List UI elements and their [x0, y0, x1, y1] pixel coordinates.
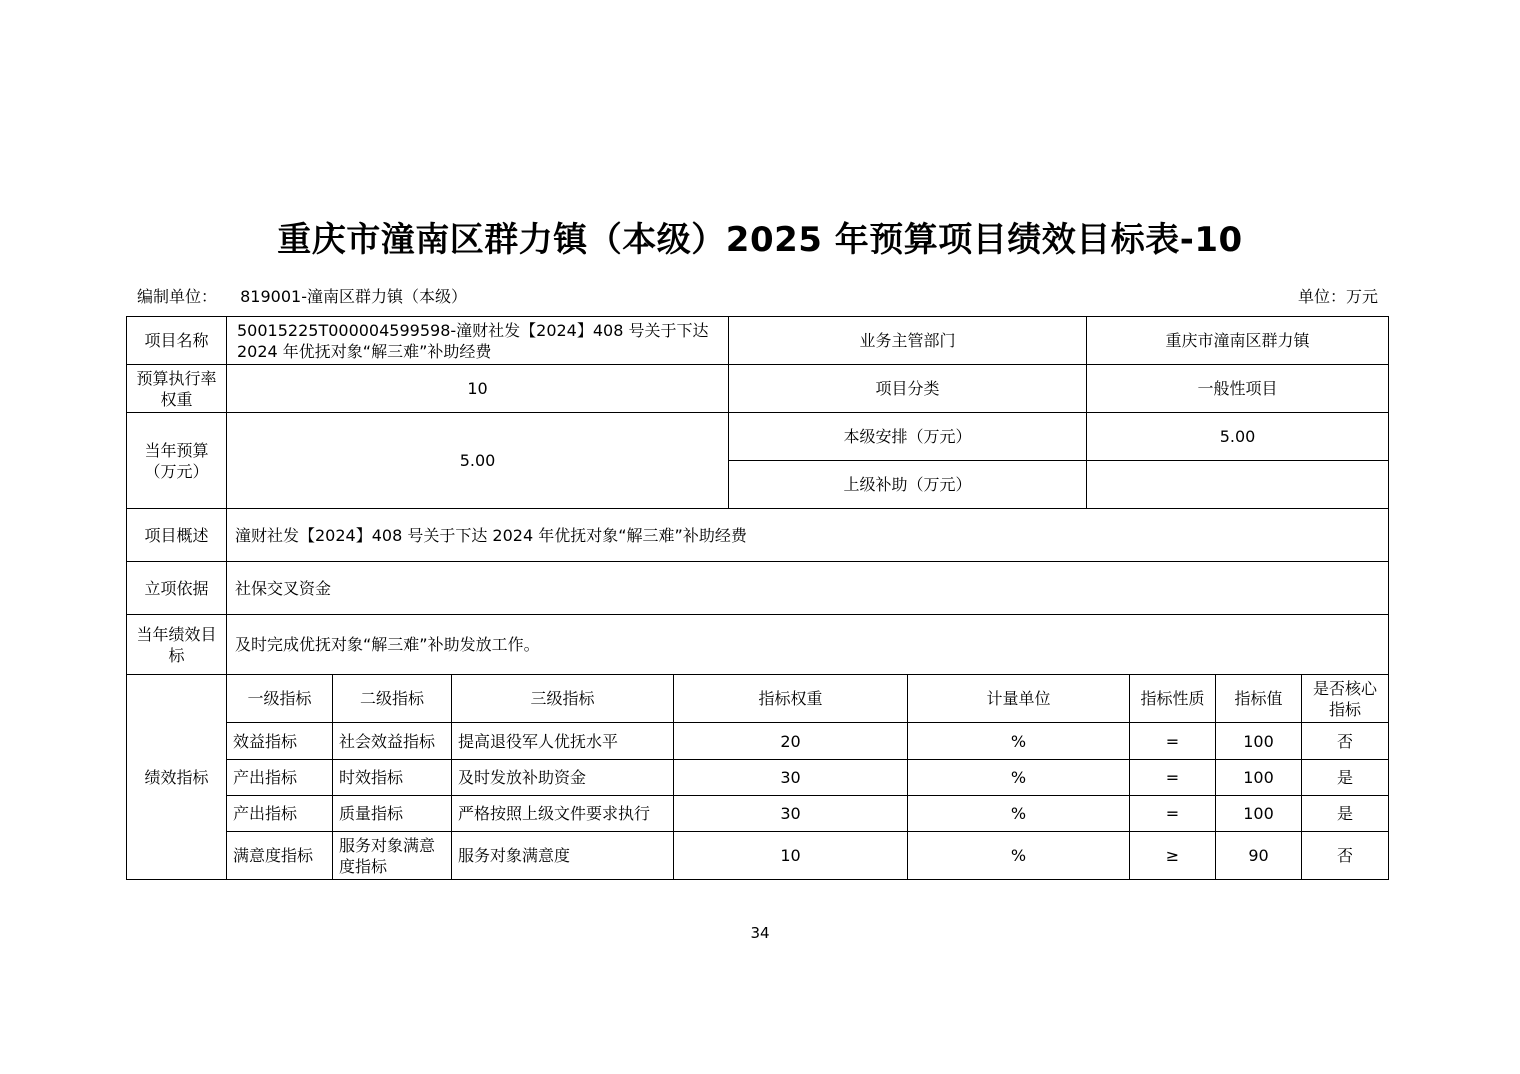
row-weight: 20 [674, 723, 908, 760]
table-row [127, 317, 1389, 365]
table-row [127, 509, 1389, 562]
row-l2: 社会效益指标 [333, 723, 452, 760]
row-nature: = [1130, 760, 1216, 796]
row-value: 100 [1216, 723, 1302, 760]
project-name-label: 项目名称 [127, 317, 227, 365]
project-info-table [126, 316, 1389, 675]
table-row [127, 365, 1389, 413]
indicators-table [126, 674, 1389, 880]
row-unit: % [908, 796, 1130, 832]
row-unit: % [908, 723, 1130, 760]
row-unit: % [908, 832, 1130, 880]
category-value: 一般性项目 [1087, 365, 1389, 413]
row-l2: 时效指标 [333, 760, 452, 796]
compile-unit [137, 284, 467, 307]
row-l1: 产出指标 [227, 796, 333, 832]
overview-label: 项目概述 [127, 509, 227, 562]
row-l1: 产出指标 [227, 760, 333, 796]
header-value: 指标值 [1216, 675, 1302, 723]
indicators-section-label: 绩效指标 [127, 675, 227, 880]
project-name-value: 50015225T000004599598-潼财社发【2024】408 号关于下达 2024 年优抚对象“解三难”补助经费 [227, 317, 729, 365]
header-unit: 计量单位 [908, 675, 1130, 723]
budget-value: 5.00 [227, 413, 729, 509]
row-value: 100 [1216, 796, 1302, 832]
row-core: 否 [1302, 832, 1389, 880]
unit-label: 单位：万元 [1297, 287, 1378, 306]
row-core: 是 [1302, 796, 1389, 832]
table-row [127, 413, 1389, 461]
row-weight: 30 [674, 760, 908, 796]
weight-label: 预算执行率权重 [127, 365, 227, 413]
row-l3: 提高退役军人优抚水平 [452, 723, 674, 760]
local-value: 5.00 [1087, 413, 1389, 461]
row-l3: 服务对象满意度 [452, 832, 674, 880]
table-row [127, 723, 1389, 760]
page-title: 重庆市潼南区群力镇（本级）2025 年预算项目绩效目标表-10 [277, 220, 1243, 260]
goal-value: 及时完成优抚对象“解三难”补助发放工作。 [227, 615, 1389, 675]
table-row [127, 615, 1389, 675]
row-value: 100 [1216, 760, 1302, 796]
table-row [127, 562, 1389, 615]
row-l1: 满意度指标 [227, 832, 333, 880]
compile-unit-label: 编制单位： [137, 287, 218, 306]
row-l1: 效益指标 [227, 723, 333, 760]
weight-value: 10 [227, 365, 729, 413]
dept-label: 业务主管部门 [729, 317, 1087, 365]
header-l1: 一级指标 [227, 675, 333, 723]
row-l3: 严格按照上级文件要求执行 [452, 796, 674, 832]
row-l2: 服务对象满意度指标 [333, 832, 452, 880]
row-weight: 30 [674, 796, 908, 832]
basis-label: 立项依据 [127, 562, 227, 615]
budget-label: 当年预算（万元） [127, 413, 227, 509]
header-l3: 三级指标 [452, 675, 674, 723]
header-nature: 指标性质 [1130, 675, 1216, 723]
row-nature: ≥ [1130, 832, 1216, 880]
table-row [127, 760, 1389, 796]
page-number: 34 [750, 924, 770, 942]
row-nature: = [1130, 723, 1216, 760]
goal-label: 当年绩效目标 [127, 615, 227, 675]
upper-value [1087, 461, 1389, 509]
table-row [127, 796, 1389, 832]
row-value: 90 [1216, 832, 1302, 880]
row-unit: % [908, 760, 1130, 796]
indicators-header-row [127, 675, 1389, 723]
row-l2: 质量指标 [333, 796, 452, 832]
category-label: 项目分类 [729, 365, 1087, 413]
row-l3: 及时发放补助资金 [452, 760, 674, 796]
header-weight: 指标权重 [674, 675, 908, 723]
upper-label: 上级补助（万元） [729, 461, 1087, 509]
header-l2: 二级指标 [333, 675, 452, 723]
overview-value: 潼财社发【2024】408 号关于下达 2024 年优抚对象“解三难”补助经费 [227, 509, 1389, 562]
dept-value: 重庆市潼南区群力镇 [1087, 317, 1389, 365]
basis-value: 社保交叉资金 [227, 562, 1389, 615]
row-core: 是 [1302, 760, 1389, 796]
compile-unit-value: 819001-潼南区群力镇（本级） [240, 287, 467, 306]
local-label: 本级安排（万元） [729, 413, 1087, 461]
header-core: 是否核心指标 [1302, 675, 1389, 723]
row-core: 否 [1302, 723, 1389, 760]
table-row [127, 832, 1389, 880]
row-weight: 10 [674, 832, 908, 880]
row-nature: = [1130, 796, 1216, 832]
